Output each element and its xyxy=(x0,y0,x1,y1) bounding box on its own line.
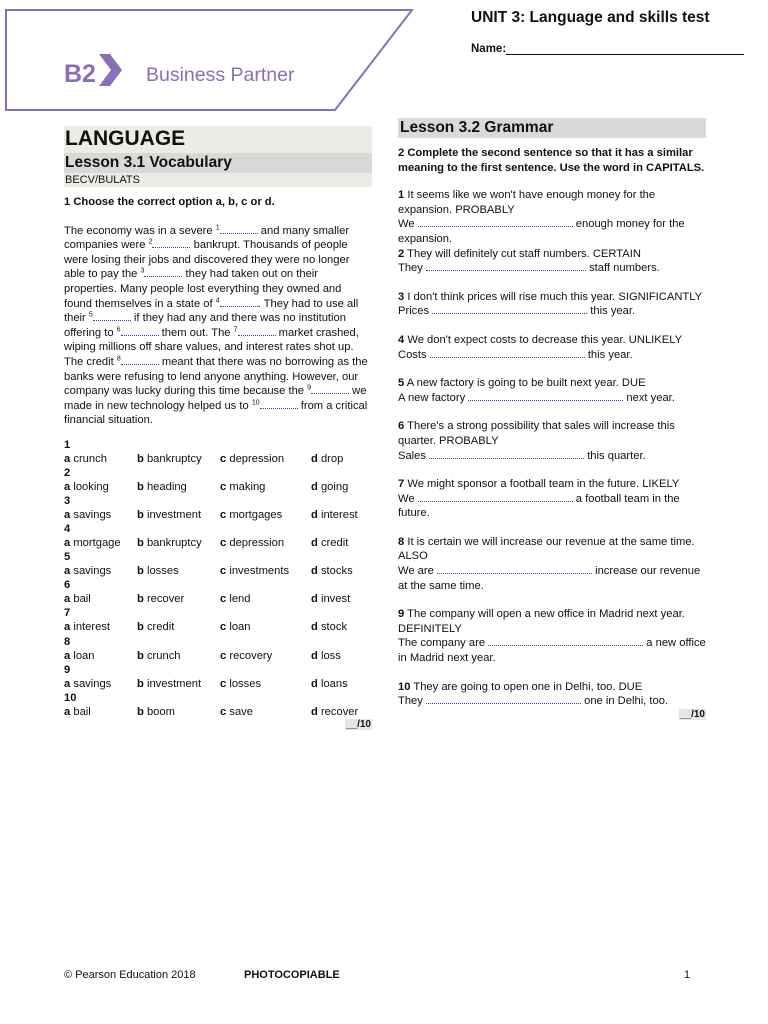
header-banner xyxy=(0,0,420,118)
option-d[interactable]: d drop xyxy=(311,452,344,465)
option-number: 3 xyxy=(64,495,71,508)
gap-4[interactable] xyxy=(220,297,258,307)
name-label: Name: xyxy=(471,43,507,55)
option-a[interactable]: a interest xyxy=(64,621,111,634)
grammar-question: 7 We might sponsor a football team in the future. LIKELY We a football team in the future. xyxy=(398,478,680,520)
option-a[interactable]: a bail xyxy=(64,593,91,606)
option-a[interactable]: a savings xyxy=(64,509,112,522)
page-number: 1 xyxy=(684,969,691,981)
option-row xyxy=(64,508,372,522)
grammar-question: 6 There's a strong possibility that sales will increase this quarter. PROBABLY Sales this quarter. xyxy=(398,420,675,462)
option-c[interactable]: c lend xyxy=(220,593,251,606)
photocopiable-label: PHOTOCOPIABLE xyxy=(244,969,340,981)
vocabulary-instruction: 1 Choose the correct option a, b, c or d. xyxy=(64,196,275,208)
answer-gap[interactable] xyxy=(418,492,573,502)
option-row xyxy=(64,536,372,550)
b2-logo xyxy=(64,54,122,88)
option-d[interactable]: d loans xyxy=(311,677,348,690)
answer-gap[interactable] xyxy=(426,694,581,704)
gap-10[interactable] xyxy=(260,399,298,409)
grammar-question: 1 It seems like we won't have enough money for the expansion. PROBABLY We enough money for the expansion. xyxy=(398,189,685,245)
option-number: 6 xyxy=(64,579,71,592)
option-row xyxy=(64,649,372,663)
answer-gap[interactable] xyxy=(429,449,584,459)
vocabulary-heading: Lesson 3.1 Vocabulary xyxy=(64,153,372,173)
option-a[interactable]: a mortgage xyxy=(64,537,121,550)
grammar-question: 3 I don't think prices will rise much this year. SIGNIFICANTLY Prices this year. xyxy=(398,290,703,318)
option-b[interactable]: b investment xyxy=(137,677,202,690)
grammar-question: 10 They are going to open one in Delhi, too. DUE They one in Delhi, too. xyxy=(398,680,669,708)
logo-text: Business Partner xyxy=(146,64,295,86)
name-row xyxy=(471,42,744,55)
option-b[interactable]: b boom xyxy=(137,705,175,718)
option-c[interactable]: c mortgages xyxy=(220,509,283,522)
options-list xyxy=(64,438,372,719)
option-b[interactable]: b losses xyxy=(137,565,179,578)
gap-3[interactable] xyxy=(144,267,182,277)
option-row xyxy=(64,592,372,606)
gap-8[interactable] xyxy=(121,355,159,365)
option-c[interactable]: c depression xyxy=(220,537,285,550)
option-c[interactable]: c save xyxy=(220,705,253,718)
option-row xyxy=(64,452,372,466)
copyright: © Pearson Education 2018 xyxy=(64,969,196,981)
option-b[interactable]: b investment xyxy=(137,509,202,522)
option-a[interactable]: a loan xyxy=(64,649,95,662)
gap-9[interactable] xyxy=(311,384,349,394)
option-c[interactable]: c losses xyxy=(220,677,262,690)
option-c[interactable]: c making xyxy=(220,481,266,493)
gap-5[interactable] xyxy=(93,311,131,321)
option-d[interactable]: d stock xyxy=(311,621,348,634)
answer-gap[interactable] xyxy=(488,636,643,646)
option-b[interactable]: b credit xyxy=(137,621,175,634)
option-a[interactable]: a looking xyxy=(64,481,109,493)
answer-gap[interactable] xyxy=(426,261,586,271)
option-d[interactable]: d going xyxy=(311,481,349,493)
grammar-heading: Lesson 3.2 Grammar xyxy=(398,118,706,138)
grammar-score: __/10 xyxy=(679,708,705,720)
gap-2[interactable] xyxy=(152,238,190,248)
answer-gap[interactable] xyxy=(430,348,585,358)
option-a[interactable]: a savings xyxy=(64,565,112,578)
option-number: 1 xyxy=(64,438,71,451)
option-row xyxy=(64,480,372,494)
option-number: 7 xyxy=(64,607,71,620)
grammar-question: 2 They will definitely cut staff numbers. CERTAIN They staff numbers. xyxy=(398,247,660,275)
option-a[interactable]: a savings xyxy=(64,677,112,690)
grammar-question: 4 We don't expect costs to decrease this year. UNLIKELY Costs this year. xyxy=(398,333,683,361)
option-d[interactable]: d recover xyxy=(311,705,359,718)
option-row xyxy=(64,705,372,719)
option-c[interactable]: c investments xyxy=(220,565,290,578)
answer-gap[interactable] xyxy=(468,391,623,401)
unit-title: UNIT 3: Language and skills test xyxy=(471,9,710,26)
answer-gap[interactable] xyxy=(418,217,573,227)
gap-7[interactable] xyxy=(238,326,276,336)
grammar-question: 5 A new factory is going to be built next year. DUE A new factory next year. xyxy=(398,377,675,404)
option-number: 8 xyxy=(64,635,71,648)
grammar-question: 9 The company will open a new office in Madrid next year. DEFINITELY The company are a new office in Madrid next year. xyxy=(398,608,706,665)
option-number: 2 xyxy=(64,467,71,479)
option-row xyxy=(64,677,372,691)
vocabulary-score: __/10 xyxy=(345,718,371,730)
vocabulary-section xyxy=(64,126,372,732)
option-d[interactable]: d credit xyxy=(311,537,349,550)
option-c[interactable]: c depression xyxy=(220,452,285,465)
option-c[interactable]: c recovery xyxy=(220,649,273,662)
option-row xyxy=(64,564,372,578)
grammar-question: 8 It is certain we will increase our revenue at the same time. ALSO We are increase our revenue at the same time. xyxy=(398,535,701,592)
name-field[interactable] xyxy=(506,42,744,55)
option-number: 5 xyxy=(64,551,71,564)
option-number: 10 xyxy=(64,691,77,704)
option-b[interactable]: b bankruptcy xyxy=(137,452,202,465)
option-d[interactable]: d interest xyxy=(311,509,358,522)
language-heading: LANGUAGE xyxy=(64,126,372,153)
gap-fill-text: The economy was in a severe $^1$ and many smaller companies were $^2$ bankrupt. Thousands of people were losing their jobs and discovered they were no longer able to pay the $^3$ they had taken out on their properties. Many people lost everything they owned and found themselves in a state of $^4$ . They had to use all their $^5$ if they had any and there was no institution offering to $^6$ them out. The $^7$ market crashed, wiping millions off share values, and interest rates shot up. The credit $^8$ meant that there was no borrowing as the banks were refusing to lend anyone anything. However, our company was lucky during this time because the $^9$ we made in new technology helped us to $^{10}$ from a critical financial situation. xyxy=(64,223,368,427)
option-c[interactable]: c loan xyxy=(220,621,251,634)
option-b[interactable]: b recover xyxy=(137,593,185,606)
svg-text:B2: B2 xyxy=(64,60,96,88)
option-b[interactable]: b bankruptcy xyxy=(137,537,202,550)
option-b[interactable]: b crunch xyxy=(137,649,181,662)
grammar-section xyxy=(398,118,706,722)
answer-gap[interactable] xyxy=(437,564,592,574)
option-a[interactable]: a crunch xyxy=(64,452,107,465)
gap-6[interactable] xyxy=(121,326,159,336)
option-number: 9 xyxy=(64,663,71,676)
option-d[interactable]: d invest xyxy=(311,593,351,606)
option-b[interactable]: b heading xyxy=(137,481,187,493)
option-a[interactable]: a bail xyxy=(64,705,91,718)
option-row xyxy=(64,620,372,634)
gap-1[interactable] xyxy=(220,224,258,234)
exam-code: BECV/BULATS xyxy=(64,173,372,187)
option-number: 4 xyxy=(64,523,71,536)
option-d[interactable]: d stocks xyxy=(311,565,353,578)
answer-gap[interactable] xyxy=(432,304,587,314)
option-d[interactable]: d loss xyxy=(311,649,341,662)
grammar-instruction: 2 Complete the second sentence so that it has a similar meaning to the first sentence. Use the word in CAPITALS. xyxy=(398,147,705,174)
